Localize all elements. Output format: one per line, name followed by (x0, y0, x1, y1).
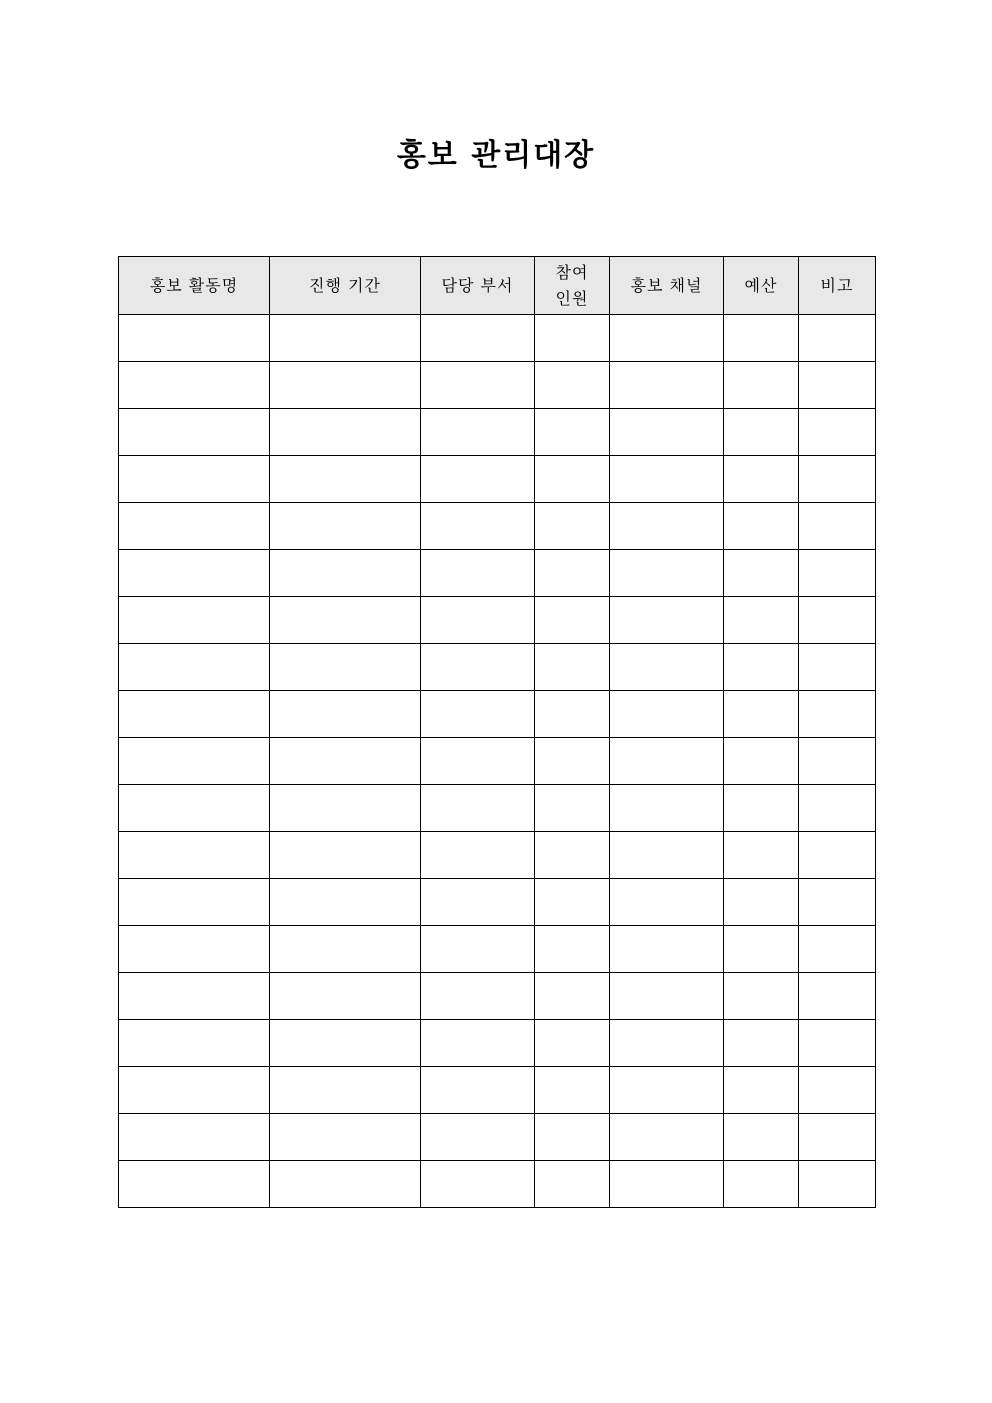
cell-period[interactable] (270, 738, 421, 785)
cell-participants[interactable] (535, 1067, 610, 1114)
cell-activity[interactable] (119, 879, 270, 926)
header-activity-name: 홍보 활동명 (119, 257, 270, 315)
table-row (119, 879, 876, 926)
cell-department[interactable] (421, 456, 535, 503)
cell-channel[interactable] (610, 973, 724, 1020)
header-participants (535, 257, 610, 315)
cell-channel[interactable] (610, 409, 724, 456)
header-period: 진행 기간 (270, 257, 421, 315)
promotion-ledger-table (118, 256, 876, 1208)
header-remarks: 비고 (799, 257, 876, 315)
cell-channel[interactable] (610, 362, 724, 409)
cell-remarks[interactable] (799, 879, 876, 926)
cell-department[interactable] (421, 1114, 535, 1161)
cell-activity[interactable] (119, 1161, 270, 1208)
table-row (119, 926, 876, 973)
cell-budget[interactable] (724, 644, 799, 691)
cell-participants[interactable] (535, 362, 610, 409)
cell-activity[interactable] (119, 550, 270, 597)
header-row (119, 257, 876, 315)
cell-budget[interactable] (724, 879, 799, 926)
cell-participants[interactable] (535, 879, 610, 926)
cell-participants[interactable] (535, 926, 610, 973)
cell-period[interactable] (270, 550, 421, 597)
table-row (119, 315, 876, 362)
cell-channel[interactable] (610, 738, 724, 785)
cell-department[interactable] (421, 926, 535, 973)
cell-participants[interactable] (535, 973, 610, 1020)
cell-department[interactable] (421, 644, 535, 691)
header-channel: 홍보 채널 (610, 257, 724, 315)
cell-period[interactable] (270, 973, 421, 1020)
cell-period[interactable] (270, 832, 421, 879)
table-body (119, 315, 876, 1208)
cell-channel[interactable] (610, 691, 724, 738)
cell-budget[interactable] (724, 691, 799, 738)
cell-department[interactable] (421, 409, 535, 456)
cell-remarks[interactable] (799, 597, 876, 644)
cell-channel[interactable] (610, 1114, 724, 1161)
table-row (119, 597, 876, 644)
cell-channel[interactable] (610, 550, 724, 597)
cell-remarks[interactable] (799, 691, 876, 738)
cell-department[interactable] (421, 550, 535, 597)
cell-activity[interactable] (119, 1114, 270, 1161)
cell-channel[interactable] (610, 926, 724, 973)
cell-activity[interactable] (119, 597, 270, 644)
cell-remarks[interactable] (799, 926, 876, 973)
cell-budget[interactable] (724, 1114, 799, 1161)
cell-department[interactable] (421, 1161, 535, 1208)
cell-remarks[interactable] (799, 1114, 876, 1161)
cell-channel[interactable] (610, 1067, 724, 1114)
cell-budget[interactable] (724, 315, 799, 362)
cell-remarks[interactable] (799, 973, 876, 1020)
header-department: 담당 부서 (421, 257, 535, 315)
cell-department[interactable] (421, 362, 535, 409)
cell-budget[interactable] (724, 1067, 799, 1114)
cell-period[interactable] (270, 1020, 421, 1067)
cell-budget[interactable] (724, 409, 799, 456)
cell-period[interactable] (270, 1067, 421, 1114)
cell-activity[interactable] (119, 362, 270, 409)
table-row (119, 832, 876, 879)
cell-department[interactable] (421, 503, 535, 550)
cell-activity[interactable] (119, 409, 270, 456)
cell-department[interactable] (421, 973, 535, 1020)
cell-participants[interactable] (535, 597, 610, 644)
cell-channel[interactable] (610, 315, 724, 362)
cell-budget[interactable] (724, 1161, 799, 1208)
cell-period[interactable] (270, 456, 421, 503)
cell-department[interactable] (421, 785, 535, 832)
cell-participants[interactable] (535, 550, 610, 597)
cell-department[interactable] (421, 1067, 535, 1114)
cell-budget[interactable] (724, 832, 799, 879)
cell-channel[interactable] (610, 832, 724, 879)
page-title: 홍보 관리대장 (396, 138, 596, 173)
table-row (119, 1161, 876, 1208)
cell-period[interactable] (270, 503, 421, 550)
table-row (119, 550, 876, 597)
header-budget: 예산 (724, 257, 799, 315)
cell-remarks[interactable] (799, 456, 876, 503)
cell-participants[interactable] (535, 691, 610, 738)
header-participants-line2: 인원 (555, 288, 589, 308)
cell-remarks[interactable] (799, 409, 876, 456)
cell-channel[interactable] (610, 1161, 724, 1208)
cell-participants[interactable] (535, 785, 610, 832)
cell-activity[interactable] (119, 926, 270, 973)
cell-remarks[interactable] (799, 550, 876, 597)
table-row (119, 973, 876, 1020)
cell-participants[interactable] (535, 1020, 610, 1067)
cell-period[interactable] (270, 1114, 421, 1161)
cell-period[interactable] (270, 644, 421, 691)
cell-department[interactable] (421, 1020, 535, 1067)
cell-activity[interactable] (119, 1020, 270, 1067)
cell-participants[interactable] (535, 1161, 610, 1208)
table-row (119, 362, 876, 409)
cell-department[interactable] (421, 879, 535, 926)
cell-period[interactable] (270, 362, 421, 409)
cell-remarks[interactable] (799, 1161, 876, 1208)
table-row (119, 1020, 876, 1067)
cell-participants[interactable] (535, 456, 610, 503)
cell-period[interactable] (270, 597, 421, 644)
cell-budget[interactable] (724, 785, 799, 832)
cell-department[interactable] (421, 691, 535, 738)
header-participants-line1: 참여 (555, 262, 589, 282)
cell-period[interactable] (270, 691, 421, 738)
cell-channel[interactable] (610, 597, 724, 644)
cell-activity[interactable] (119, 456, 270, 503)
cell-channel[interactable] (610, 644, 724, 691)
cell-budget[interactable] (724, 362, 799, 409)
cell-participants[interactable] (535, 832, 610, 879)
cell-period[interactable] (270, 926, 421, 973)
cell-activity[interactable] (119, 1067, 270, 1114)
cell-budget[interactable] (724, 550, 799, 597)
cell-department[interactable] (421, 315, 535, 362)
cell-remarks[interactable] (799, 315, 876, 362)
table-row (119, 691, 876, 738)
cell-department[interactable] (421, 738, 535, 785)
cell-channel[interactable] (610, 785, 724, 832)
cell-budget[interactable] (724, 1020, 799, 1067)
cell-activity[interactable] (119, 691, 270, 738)
cell-activity[interactable] (119, 738, 270, 785)
cell-participants[interactable] (535, 738, 610, 785)
cell-period[interactable] (270, 879, 421, 926)
cell-budget[interactable] (724, 738, 799, 785)
cell-remarks[interactable] (799, 1020, 876, 1067)
cell-remarks[interactable] (799, 1067, 876, 1114)
cell-activity[interactable] (119, 973, 270, 1020)
cell-channel[interactable] (610, 879, 724, 926)
cell-period[interactable] (270, 409, 421, 456)
table-row (119, 738, 876, 785)
table-row (119, 409, 876, 456)
cell-budget[interactable] (724, 973, 799, 1020)
cell-participants[interactable] (535, 315, 610, 362)
table-row (119, 785, 876, 832)
cell-department[interactable] (421, 832, 535, 879)
cell-activity[interactable] (119, 785, 270, 832)
cell-channel[interactable] (610, 1020, 724, 1067)
cell-period[interactable] (270, 315, 421, 362)
cell-channel[interactable] (610, 456, 724, 503)
table-row (119, 644, 876, 691)
cell-remarks[interactable] (799, 644, 876, 691)
cell-budget[interactable] (724, 456, 799, 503)
table-row (119, 456, 876, 503)
cell-participants[interactable] (535, 1114, 610, 1161)
table-row (119, 503, 876, 550)
cell-remarks[interactable] (799, 503, 876, 550)
cell-remarks[interactable] (799, 362, 876, 409)
cell-budget[interactable] (724, 926, 799, 973)
cell-participants[interactable] (535, 644, 610, 691)
cell-participants[interactable] (535, 503, 610, 550)
cell-activity[interactable] (119, 503, 270, 550)
cell-period[interactable] (270, 785, 421, 832)
cell-budget[interactable] (724, 597, 799, 644)
table-row (119, 1067, 876, 1114)
table-row (119, 1114, 876, 1161)
cell-budget[interactable] (724, 503, 799, 550)
cell-remarks[interactable] (799, 785, 876, 832)
cell-participants[interactable] (535, 409, 610, 456)
cell-period[interactable] (270, 1161, 421, 1208)
cell-remarks[interactable] (799, 832, 876, 879)
cell-activity[interactable] (119, 315, 270, 362)
cell-department[interactable] (421, 597, 535, 644)
cell-activity[interactable] (119, 644, 270, 691)
cell-channel[interactable] (610, 503, 724, 550)
cell-activity[interactable] (119, 832, 270, 879)
cell-remarks[interactable] (799, 738, 876, 785)
